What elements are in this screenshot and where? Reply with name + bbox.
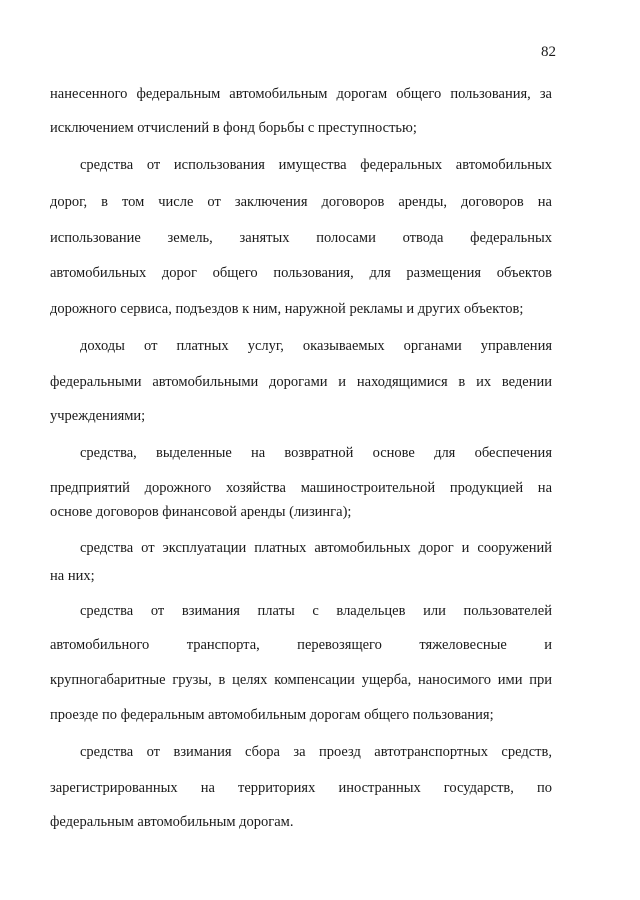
text-line: автомобильного транспорта, перевозящего тяжеловесные и (50, 637, 552, 653)
text-line: проезде по федеральным автомобильным дорогам общего пользования; (50, 707, 494, 723)
text-line: дорог, в том числе от заключения договоров аренды, договоров на (50, 194, 552, 210)
text-line: нанесенного федеральным автомобильным дорогам общего пользования, за (50, 86, 552, 102)
text-line: на них; (50, 568, 95, 584)
text-line: учреждениями; (50, 408, 146, 424)
text-line: зарегистрированных на территориях иностранных государств, по (50, 780, 552, 796)
text-line: средства, выделенные на возвратной основе для обеспечения (80, 445, 552, 461)
text-line: автомобильных дорог общего пользования, для размещения объектов (50, 265, 552, 281)
text-line: средства от взимания платы с владельцев или пользователей (80, 603, 552, 619)
text-line: предприятий дорожного хозяйства машиностроительной продукцией на (50, 480, 552, 496)
text-line: дорожного сервиса, подъездов к ним, наружной рекламы и других объектов; (50, 301, 524, 317)
text-line: использование земель, занятых полосами отвода федеральных (50, 230, 552, 246)
text-line: федеральным автомобильным дорогам. (50, 814, 294, 830)
text-line: доходы от платных услуг, оказываемых органами управления (80, 338, 552, 354)
text-line: средства от эксплуатации платных автомобильных дорог и сооружений (80, 540, 552, 556)
text-line: исключением отчислений в фонд борьбы с преступностью; (50, 120, 417, 136)
text-line: крупногабаритные грузы, в целях компенсации ущерба, наносимого ими при (50, 672, 552, 688)
text-line: средства от взимания сбора за проезд автотранспортных средств, (80, 744, 552, 760)
text-line: основе договоров финансовой аренды (лизинга); (50, 504, 352, 520)
page-number: 82 (541, 44, 556, 60)
text-line: федеральными автомобильными дорогами и находящимися в их ведении (50, 374, 552, 390)
text-line: средства от использования имущества федеральных автомобильных (80, 157, 552, 173)
